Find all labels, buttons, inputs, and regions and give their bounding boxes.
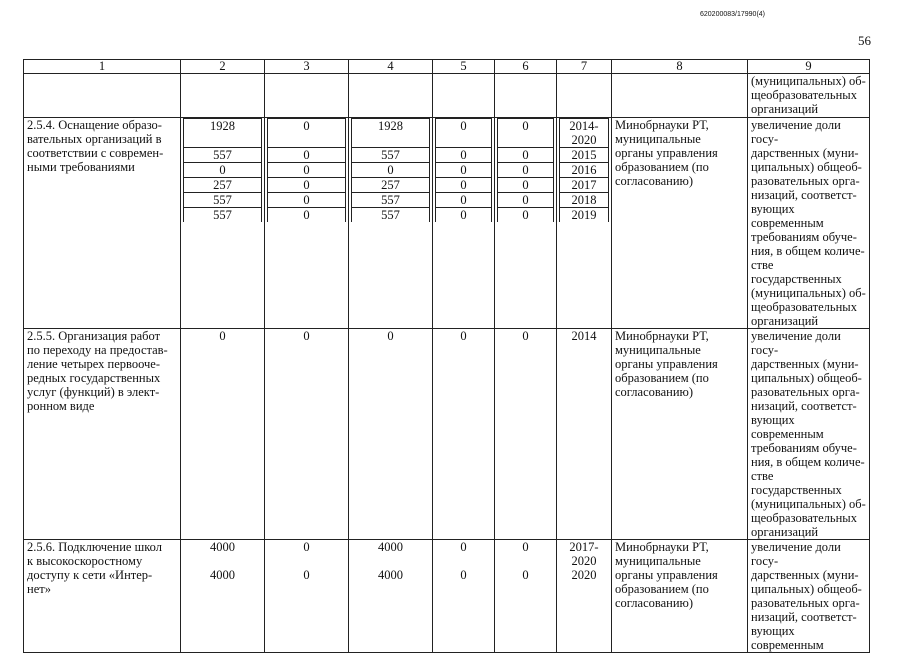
value-text: 0 [460,568,467,582]
value-cell: 557 [184,208,262,223]
col-header-3: 3 [265,60,349,74]
value-text: 4000 [378,540,403,554]
value-cell: 557 [184,193,262,208]
value-cell: 0 [436,193,492,208]
program-table [23,59,870,653]
value-text: 0 [303,540,310,554]
year-cell: 2015 [560,148,609,163]
value-cell [265,540,349,653]
value-cell [433,540,495,653]
value-cell: 0 [181,329,265,540]
col2-values [181,118,265,329]
expected-result: увеличение доли госу- дарственных (муни- ципальных) общеоб- разовательных орга- низаций, соответст- вующих современным требованиям обуче- ния, в общем количе- стве государственных (муниципальных) об- щеобразовательных организаций [748,329,870,540]
continuation-row [24,74,870,118]
col5-values [433,118,495,329]
value-cell: 0 [498,208,554,223]
col-header-4: 4 [349,60,433,74]
year-cell [557,540,612,653]
value-cell: 0 [268,208,346,223]
value-cell: 0 [268,178,346,193]
value-cell [349,540,433,653]
value-cell: 0 [268,148,346,163]
value-text: 0 [460,540,467,554]
col7-years [557,118,612,329]
table-row-2-5-6 [24,540,870,653]
value-cell: 557 [352,208,430,223]
col4-values [349,118,433,329]
document-id: 620200083/17990(4) [700,11,766,18]
value-cell: 1928 [184,119,262,148]
table-row-2-5-4 [24,118,870,329]
col6-values [495,118,557,329]
value-cell: 557 [184,148,262,163]
value-cell: 0 [436,163,492,178]
value-cell: 0 [498,178,554,193]
row-name: 2.5.5. Организация работ по переходу на предостав- ление четырех первооче- редных государственных услуг (функций) в элект- ронном виде [24,329,181,540]
col-header-7: 7 [557,60,612,74]
value-cell: 0 [495,329,557,540]
col-header-1: 1 [24,60,181,74]
year-cell: 2014- 2020 [560,119,609,148]
executor: Минобрнауки РТ, муниципальные органы управления образованием (по согласованию) [612,329,748,540]
row-name: 2.5.6. Подключение школ к высокоскоростному доступу к сети «Интер- нет» [24,540,181,653]
value-cell: 0 [498,163,554,178]
row-name: 2.5.4. Оснащение образо- вательных организаций в соответствии с современ- ными требованиями [24,118,181,329]
col-header-6: 6 [495,60,557,74]
value-text: 0 [303,568,310,582]
col-header-8: 8 [612,60,748,74]
value-cell: 557 [352,148,430,163]
value-cell: 0 [352,163,430,178]
value-cell [495,540,557,653]
value-text: 4000 [210,568,235,582]
year-cell: 2018 [560,193,609,208]
year-cell: 2016 [560,163,609,178]
value-cell [181,540,265,653]
value-text: 0 [522,568,529,582]
year-text: 2020 [571,568,597,582]
value-cell: 0 [436,119,492,148]
value-cell: 0 [184,163,262,178]
value-cell: 0 [498,148,554,163]
continuation-result: (муниципальных) об- щеобразовательных организаций [748,74,870,118]
value-cell: 0 [433,329,495,540]
value-cell: 0 [498,119,554,148]
executor: Минобрнауки РТ, муниципальные органы управления образованием (по согласованию) [612,540,748,653]
value-cell: 1928 [352,119,430,148]
header-row [24,60,870,74]
value-cell: 0 [268,193,346,208]
value-cell: 0 [349,329,433,540]
year-cell: 2014 [557,329,612,540]
expected-result: увеличение доли госу- дарственных (муни- ципальных) общеоб- разовательных орга- низаций, соответст- вующих современным требованиям обуче- ния, в общем количе- стве государственных (муниципальных) об- щеобразовательных организаций [748,118,870,329]
value-cell: 0 [436,208,492,223]
page-number: 56 [858,33,871,48]
executor: Минобрнауки РТ, муниципальные органы управления образованием (по согласованию) [612,118,748,329]
year-text: 2017- 2020 [569,540,599,568]
col-header-2: 2 [181,60,265,74]
col-header-5: 5 [433,60,495,74]
expected-result: увеличение доли госу- дарственных (муни- ципальных) общеоб- разовательных орга- низаций, соответст- вующих современным [748,540,870,653]
value-cell: 0 [498,193,554,208]
value-cell: 0 [436,148,492,163]
year-cell: 2017 [560,178,609,193]
value-text: 0 [522,540,529,554]
col-header-9: 9 [748,60,870,74]
value-cell: 0 [265,329,349,540]
value-cell: 257 [184,178,262,193]
year-cell: 2019 [560,208,609,223]
value-cell: 257 [352,178,430,193]
value-cell: 0 [436,178,492,193]
value-cell: 0 [268,119,346,148]
value-cell: 0 [268,163,346,178]
value-text: 4000 [210,540,235,554]
col3-values [265,118,349,329]
value-text: 4000 [378,568,403,582]
value-cell: 557 [352,193,430,208]
table-row-2-5-5 [24,329,870,540]
